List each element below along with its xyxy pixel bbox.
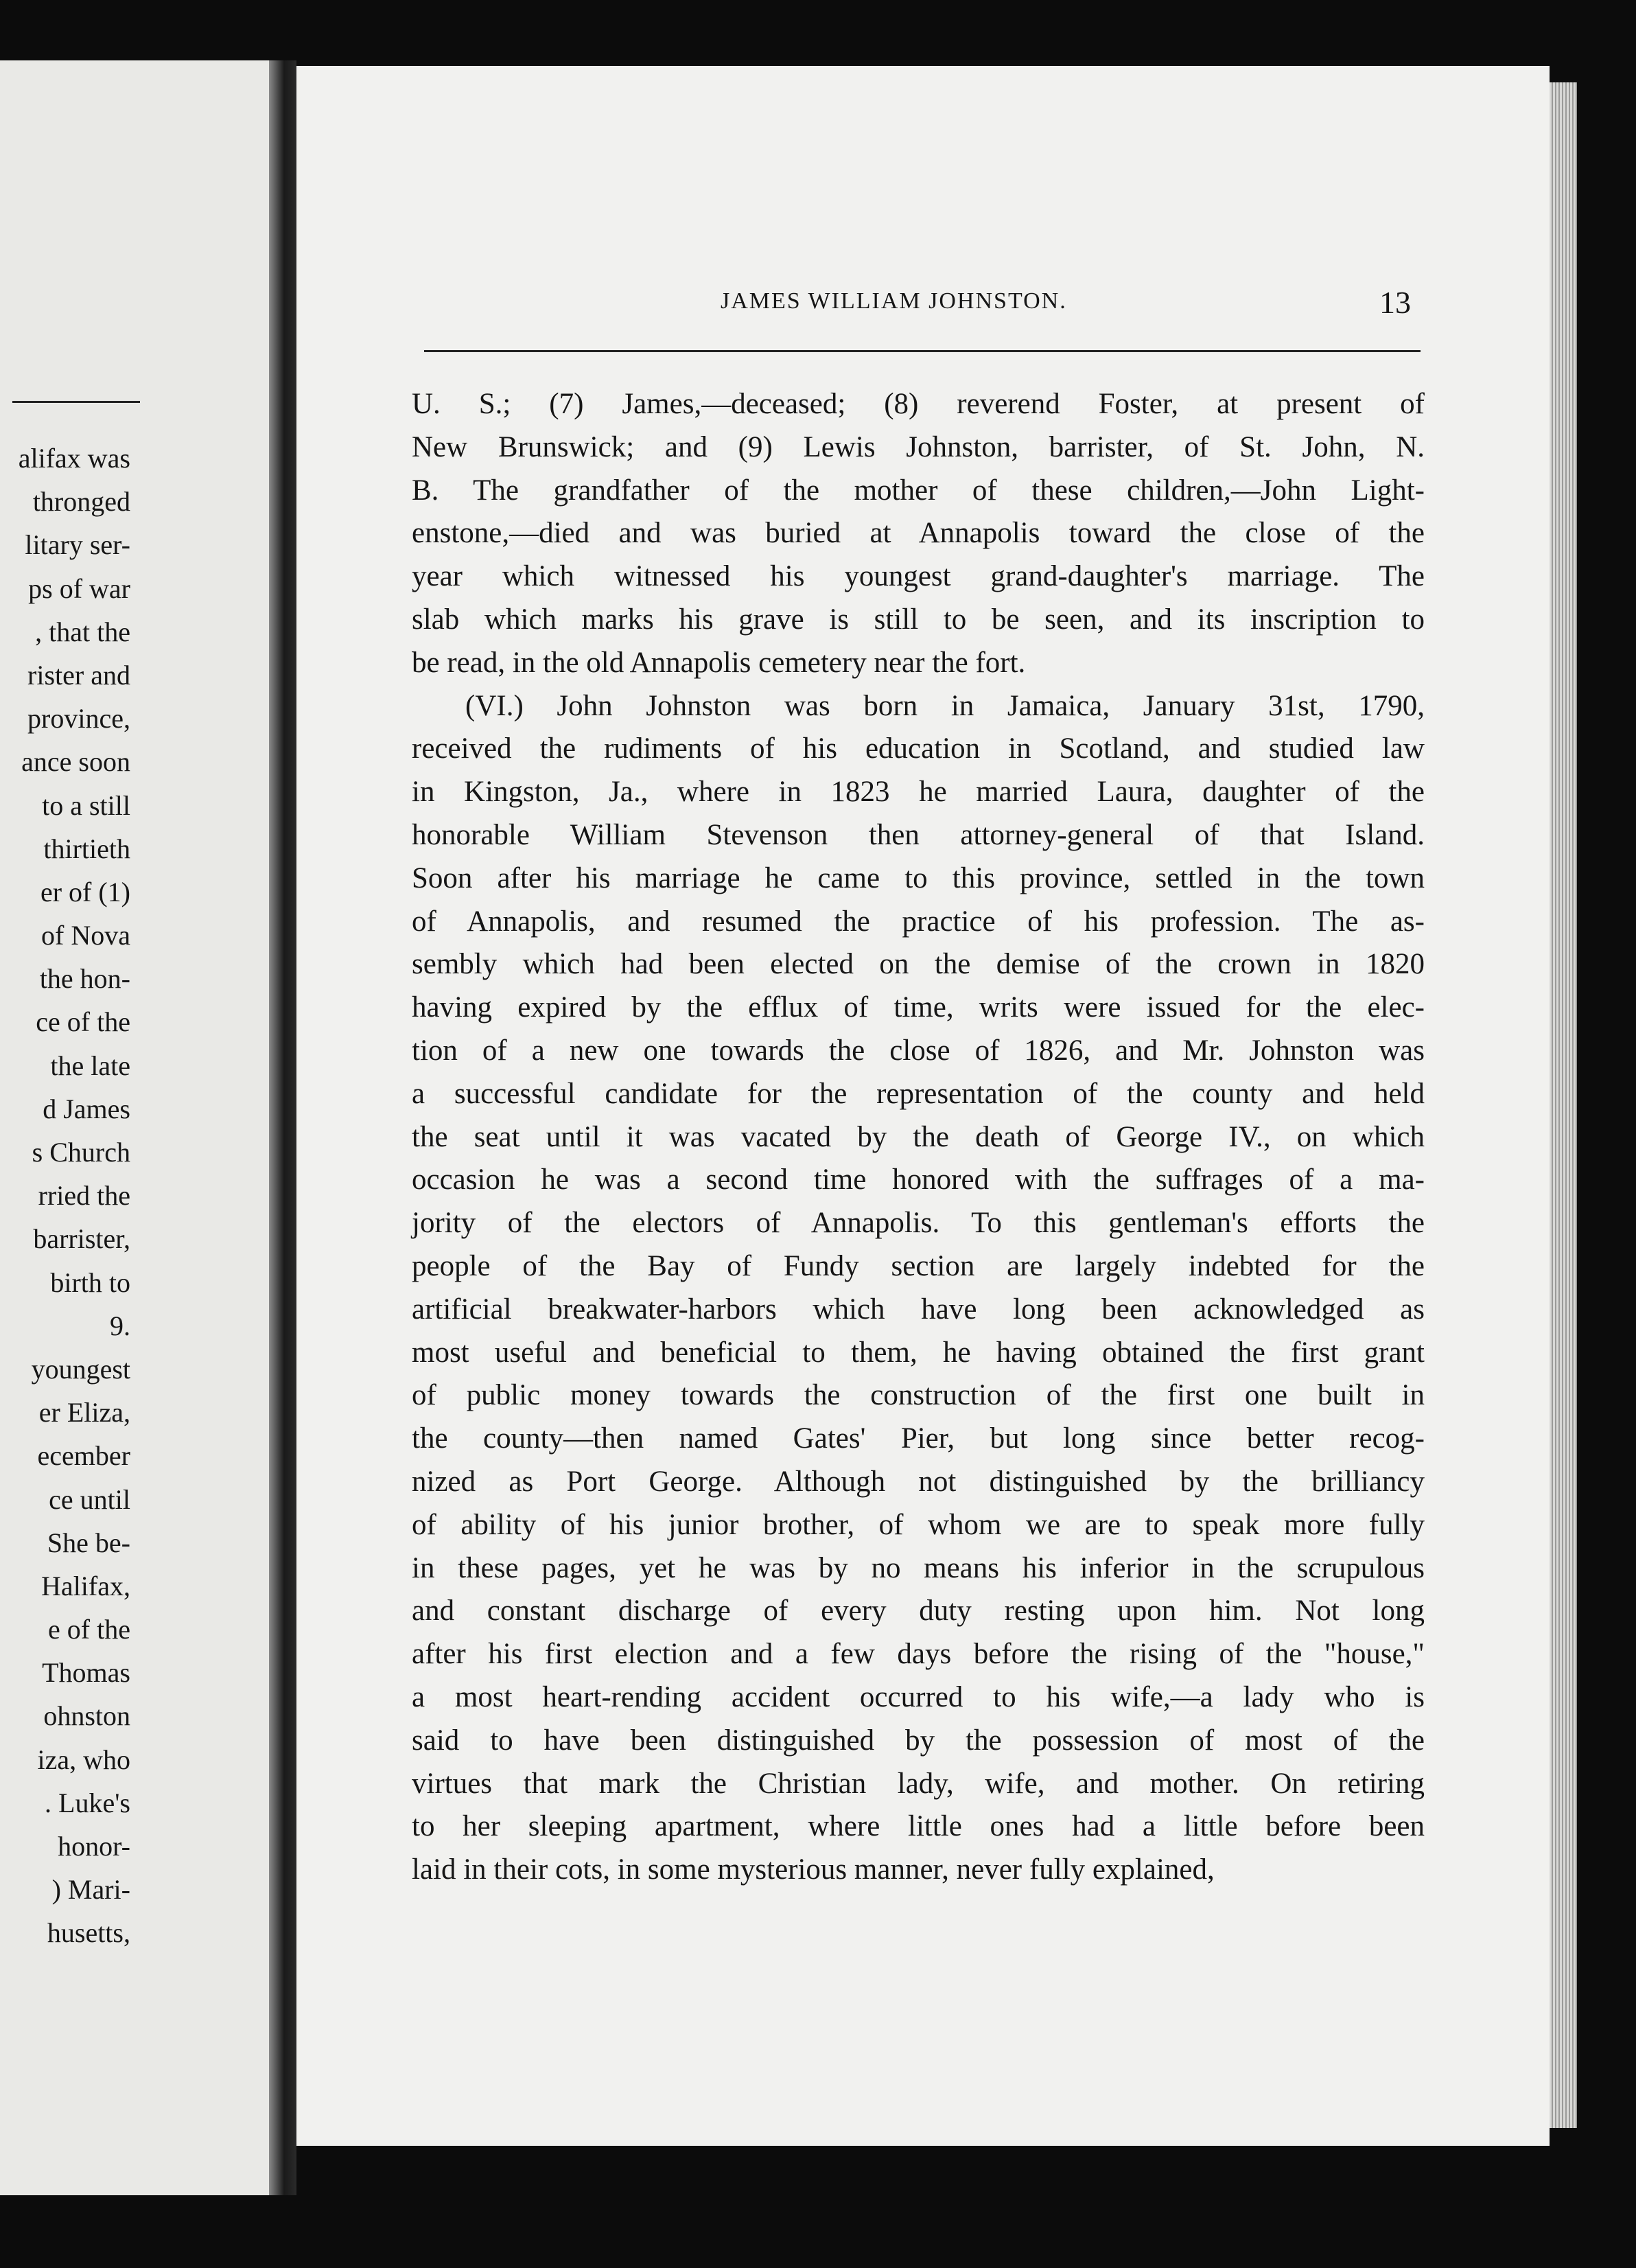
left-page-text [0, 437, 130, 1955]
left-page-line: d James [43, 1093, 130, 1124]
body-line: honorable William Stevenson then attorney-general of that Island. [412, 818, 1425, 851]
body-line: jority of the electors of Annapolis. To this gentleman's efforts the [412, 1207, 1425, 1240]
left-page-rule [12, 401, 140, 403]
left-page-line: the late [50, 1050, 130, 1081]
left-page-line: , that the [35, 616, 130, 647]
left-page-line: the hon- [39, 963, 130, 995]
body-line: of Annapolis, and resumed the practice of his profession. The as- [412, 905, 1425, 938]
body-line: received the rudiments of his education in Scotland, and studied law [412, 732, 1425, 765]
left-facing-page [0, 60, 269, 2195]
left-page-line: birth to [50, 1266, 130, 1298]
left-page-line: Thomas [42, 1657, 130, 1689]
left-page-line: alifax was [18, 443, 130, 474]
left-page-line: er of (1) [40, 876, 130, 907]
body-line: enstone,—died and was buried at Annapolis toward the close of the [412, 517, 1425, 550]
left-page-line: ohnston [43, 1700, 130, 1732]
body-line: a successful candidate for the representation of the county and held [412, 1077, 1425, 1110]
left-page-line: litary ser- [25, 529, 130, 561]
body-line: in these pages, yet he was by no means his inferior in the scrupulous [412, 1551, 1425, 1584]
body-line: of public money towards the construction of the first one built in [412, 1379, 1425, 1412]
left-page-line: rister and [27, 659, 130, 691]
left-page-line: rried the [38, 1180, 130, 1212]
body-line: said to have been distinguished by the possession of most of the [412, 1724, 1425, 1757]
body-line: tion of a new one towards the close of 1826, and Mr. Johnston was [412, 1034, 1425, 1067]
body-line: (VI.) John Johnston was born in Jamaica, January 31st, 1790, [465, 689, 1425, 722]
left-page-line: ce of the [36, 1006, 130, 1038]
body-line: artificial breakwater-harbors which have long been acknowledged as [412, 1293, 1425, 1326]
body-line: occasion he was a second time honored with the suffrages of a ma- [412, 1164, 1425, 1196]
body-text [412, 383, 1425, 1892]
body-line: B. The grandfather of the mother of these children,—John Light- [412, 474, 1425, 507]
body-line: a most heart-rending accident occurred to his wife,—a lady who is [412, 1680, 1425, 1713]
body-line: be read, in the old Annapolis cemetery near the fort. [412, 646, 1026, 679]
left-page-line: e of the [48, 1614, 130, 1645]
body-line: Soon after his marriage he came to this province, settled in the town [412, 861, 1425, 894]
body-line: slab which marks his grave is still to be seen, and its inscription to [412, 603, 1425, 636]
body-line: virtues that mark the Christian lady, wife, and mother. On retiring [412, 1767, 1425, 1800]
left-page-line: 9. [110, 1310, 130, 1341]
body-line: people of the Bay of Fundy section are largely indebted for the [412, 1249, 1425, 1282]
left-page-line: province, [27, 703, 130, 734]
left-page-line: ce until [49, 1483, 130, 1515]
left-page-line: thronged [32, 486, 130, 518]
left-page-line: of Nova [41, 920, 130, 951]
left-page-line: thirtieth [43, 833, 130, 864]
left-page-line: ecember [37, 1440, 130, 1472]
left-page-line: . Luke's [45, 1787, 130, 1818]
body-line: sembly which had been elected on the demise of the crown in 1820 [412, 948, 1425, 981]
running-title: JAMES WILLIAM JOHNSTON. [721, 288, 1067, 314]
page-edge [1550, 82, 1577, 2128]
body-line: in Kingston, Ja., where in 1823 he married Laura, daughter of the [412, 776, 1425, 809]
body-line: of ability of his junior brother, of whom we are to speak more fully [412, 1508, 1425, 1541]
body-line: year which witnessed his youngest grand-daughter's marriage. The [412, 560, 1425, 593]
left-page-line: honor- [58, 1831, 130, 1862]
left-page-line: ) Mari- [51, 1874, 130, 1906]
left-page-line: er Eliza, [38, 1397, 130, 1428]
body-line: having expired by the efflux of time, writs were issued for the elec- [412, 991, 1425, 1024]
left-page-line: iza, who [37, 1744, 130, 1775]
body-line: and constant discharge of every duty resting upon him. Not long [412, 1595, 1425, 1628]
body-line: the seat until it was vacated by the death of George IV., on which [412, 1120, 1425, 1153]
body-line: New Brunswick; and (9) Lewis Johnston, barrister, of St. John, N. [412, 430, 1425, 463]
body-line: the county—then named Gates' Pier, but long since better recog- [412, 1422, 1425, 1455]
left-page-line: ance soon [21, 746, 130, 778]
body-line: laid in their cots, in some mysterious manner, never fully explained, [412, 1853, 1215, 1886]
left-page-line: Halifax, [41, 1570, 130, 1601]
page-gutter [269, 60, 296, 2195]
left-page-line: husetts, [47, 1917, 130, 1949]
page-number: 13 [1379, 285, 1411, 320]
left-page-line: ps of war [28, 572, 130, 604]
left-page-line: She be- [47, 1527, 130, 1558]
left-page-line: s Church [32, 1137, 130, 1168]
body-line: after his first election and a few days before the rising of the "house," [412, 1638, 1425, 1671]
left-page-line: barrister, [33, 1223, 130, 1255]
left-page-line: youngest [31, 1353, 130, 1385]
body-line: nized as Port George. Although not distinguished by the brilliancy [412, 1465, 1425, 1498]
body-line: U. S.; (7) James,—deceased; (8) reverend Foster, at present of [412, 388, 1425, 420]
body-line: most useful and beneficial to them, he having obtained the first grant [412, 1336, 1425, 1369]
left-page-line: to a still [42, 789, 130, 821]
header-rule [424, 350, 1421, 352]
body-line: to her sleeping apartment, where little ones had a little before been [412, 1810, 1425, 1843]
